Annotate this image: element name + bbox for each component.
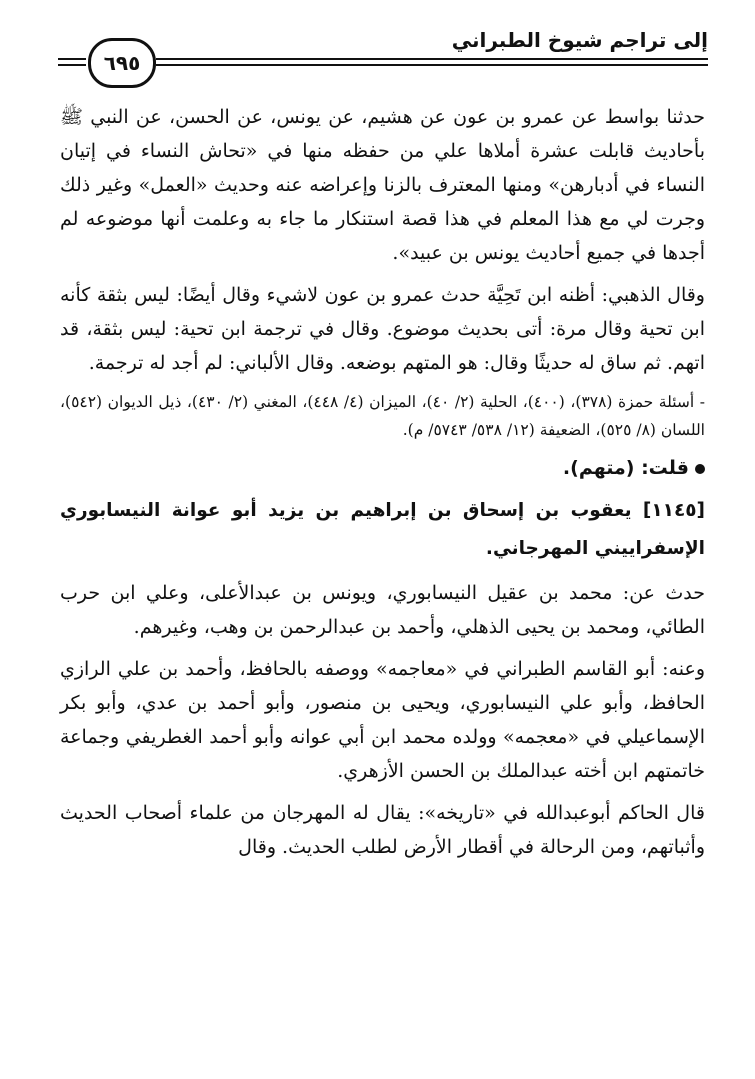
- paragraph-dhahabi-opinion: وقال الذهبي: أظنه ابن تَحِيَّة حدث عمرو بن عون لاشيء وقال أيضًا: ليس بثقة كأنه ابن تحية وقال مرة: أتى بحديث موضوع. وقال في ترجمة ابن تحية: ليس بثقة، قد اتهم. ثم ساق له حديثًا وقال: هو المتهم بوضعه. وقال الألباني: لم أجد له ترجمة.: [60, 284, 705, 374]
- running-title: إلى تراجم شيوخ الطبراني: [451, 28, 708, 52]
- paragraph-hadith-account: حدثنا بواسط عن عمرو بن عون عن هشيم، عن يونس، عن الحسن، عن النبي ﷺ بأحاديث قابلت عشرة أملاها علي من حفظه منها في «تحاش النساء في إتيان النساء في أدبارهن» ومنها المعترف بالزنا وإعراضه عنه وحديث «العمل» وغير ذلك وجرت لي مع هذا المعلم في هذا قصة استنكار ما جاء به وعلمت أنها موضوعه لم أجدها في جميع أحاديث يونس بن عبيد».: [60, 106, 705, 264]
- verdict-text: قلت: (متهم).: [562, 457, 689, 479]
- paragraph-narrated-from: حدث عن: محمد بن عقيل النيسابوري، ويونس بن عبدالأعلى، وعلي ابن حرب الطائي، ومحمد بن يحيى الذهلي، وأحمد بن عبدالرحمن بن وهب، وغيرهم.: [60, 582, 705, 638]
- header-dash-top: [58, 58, 86, 60]
- bullet-icon: [695, 464, 705, 474]
- header-dash-bottom: [58, 64, 86, 66]
- header-rule-bottom: [156, 64, 708, 66]
- header-rule-top: [156, 58, 708, 60]
- page-number: ٦٩٥: [88, 38, 156, 88]
- paragraph-narrated-by: وعنه: أبو القاسم الطبراني في «معاجمه» ووصفه بالحافظ، وأحمد بن علي الرازي الحافظ، وأبو علي النيسابوري، ويحيى بن منصور، وأبو أحمد بن عدي، وأبو بكر الإسماعيلي في «معجمه» وولده محمد ابن أبي عوانه وأبو أحمد الغطريفي وجماعة خاتمتهم ابن أخته عبدالملك بن الحسن الأزهري.: [60, 658, 705, 782]
- verdict: [60, 450, 705, 486]
- entry-title: [١١٤٥] يعقوب بن إسحاق بن إبراهيم بن يزيد أبو عوانة النيسابوري الإسفراييني المهرجاني.: [60, 500, 705, 559]
- sources-list: - أسئلة حمزة (٣٧٨)، (٤٠٠)، الحلية (٢/ ٤٠)، الميزان (٤/ ٤٤٨)، المغني (٢/ ٤٣٠)، ذيل الديوان (٥٤٢)، اللسان (٨/ ٥٢٥)، الضعيفة (١٢/ ٥٣٨/ ٥٧٤٣/ م).: [60, 393, 706, 439]
- page-body: [60, 100, 705, 864]
- page-header: [58, 22, 708, 74]
- paragraph-hakim-quote: قال الحاكم أبوعبدالله في «تاريخه»: يقال له المهرجان من علماء أصحاب الحديث وأثباتهم، ومن الرحالة في أقطار الأرض لطلب الحديث. وقال: [60, 802, 705, 858]
